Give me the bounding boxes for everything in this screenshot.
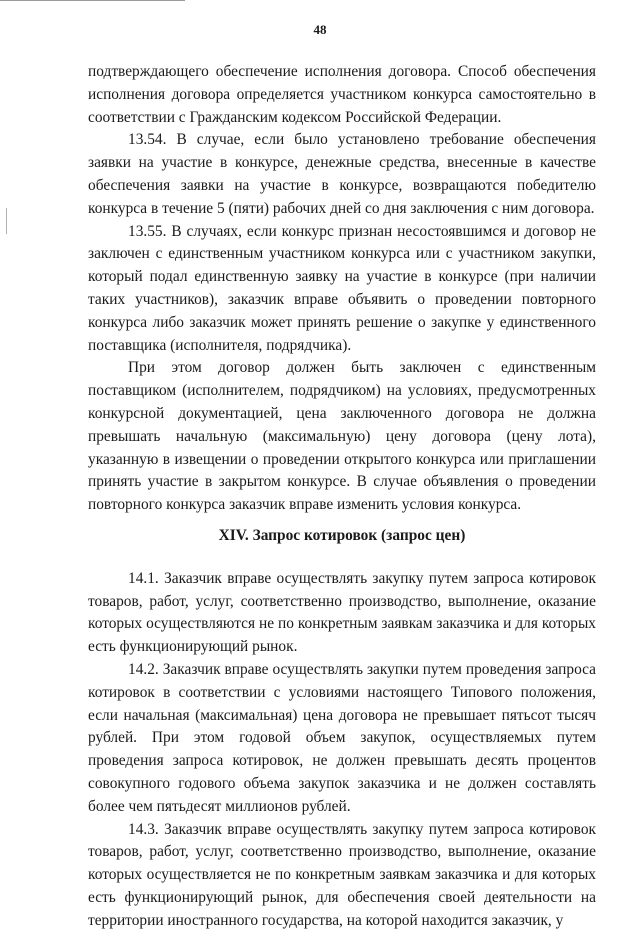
paragraph-13-55: 13.55. В случаях, если конкурс признан несостоявшимся и договор не заключен с единственным участником конкурса или с участником закупки, который подал единственную заявку на участие в конкурсе (при наличии таких участников), заказчик вправе объявить о проведении повторного конкурса либо заказчик может принять решение о закупке у единственного поставщика (исполнителя, подрядчика). xyxy=(88,221,596,358)
paragraph-13-55-continued: При этом договор должен быть заключен с единственным поставщиком (исполнителем, подрядчиком) на условиях, предусмотренных конкурсной документацией, цена заключенного договора не должна превышать начальную (максимальную) цену договора (цену лота), указанную в извещении о проведении открытого конкурса или приглашении принять участие в закрытом конкурсе. В случае объявления о проведении повторного конкурса заказчик вправе изменить условия конкурса. xyxy=(88,357,596,517)
document-body xyxy=(88,61,596,932)
scan-margin-mark xyxy=(6,208,7,234)
top-border-line xyxy=(0,0,185,1)
paragraph-14-2: 14.2. Заказчик вправе осуществлять закупки путем проведения запроса котировок в соответствии с условиями настоящего Типового положения, если начальная (максимальная) цена договора не превышает пятьсот тысяч рублей. При этом годовой объем закупок, осуществляемых путем проведения запроса котировок, не должен превышать десять процентов совокупного годового объема закупок заказчика и не должен составлять более чем пятьдесят миллионов рублей. xyxy=(88,659,596,819)
paragraph-14-1: 14.1. Заказчик вправе осуществлять закупку путем запроса котировок товаров, работ, услуг, соответственно производство, выполнение, оказание которых осуществляются не по конкретным заявкам заказчика и для которых есть функционирующий рынок. xyxy=(88,568,596,659)
paragraph-continuation: подтверждающего обеспечение исполнения договора. Способ обеспечения исполнения договора определяется участником конкурса самостоятельно в соответствии с Гражданским кодексом Российской Федерации. xyxy=(88,61,596,129)
paragraph-14-3: 14.3. Заказчик вправе осуществлять закупку путем запроса котировок товаров, работ, услуг, соответственно производство, выполнение, оказание которых осуществляется не по конкретным заявкам заказчика и для которых есть функционирующий рынок, для обеспечения своей деятельности на территории иностранного государства, на которой находится заказчик, у xyxy=(88,819,596,932)
paragraph-13-54: 13.54. В случае, если было установлено требование обеспечения заявки на участие в конкурсе, денежные средства, внесенные в качестве обеспечения заявки на участие в конкурсе, возвращаются победителю конкурса в течение 5 (пяти) рабочих дней со дня заключения с ним договора. xyxy=(88,129,596,220)
page-number: 48 xyxy=(0,22,640,38)
section-heading: XIV. Запрос котировок (запрос цен) xyxy=(88,525,596,548)
